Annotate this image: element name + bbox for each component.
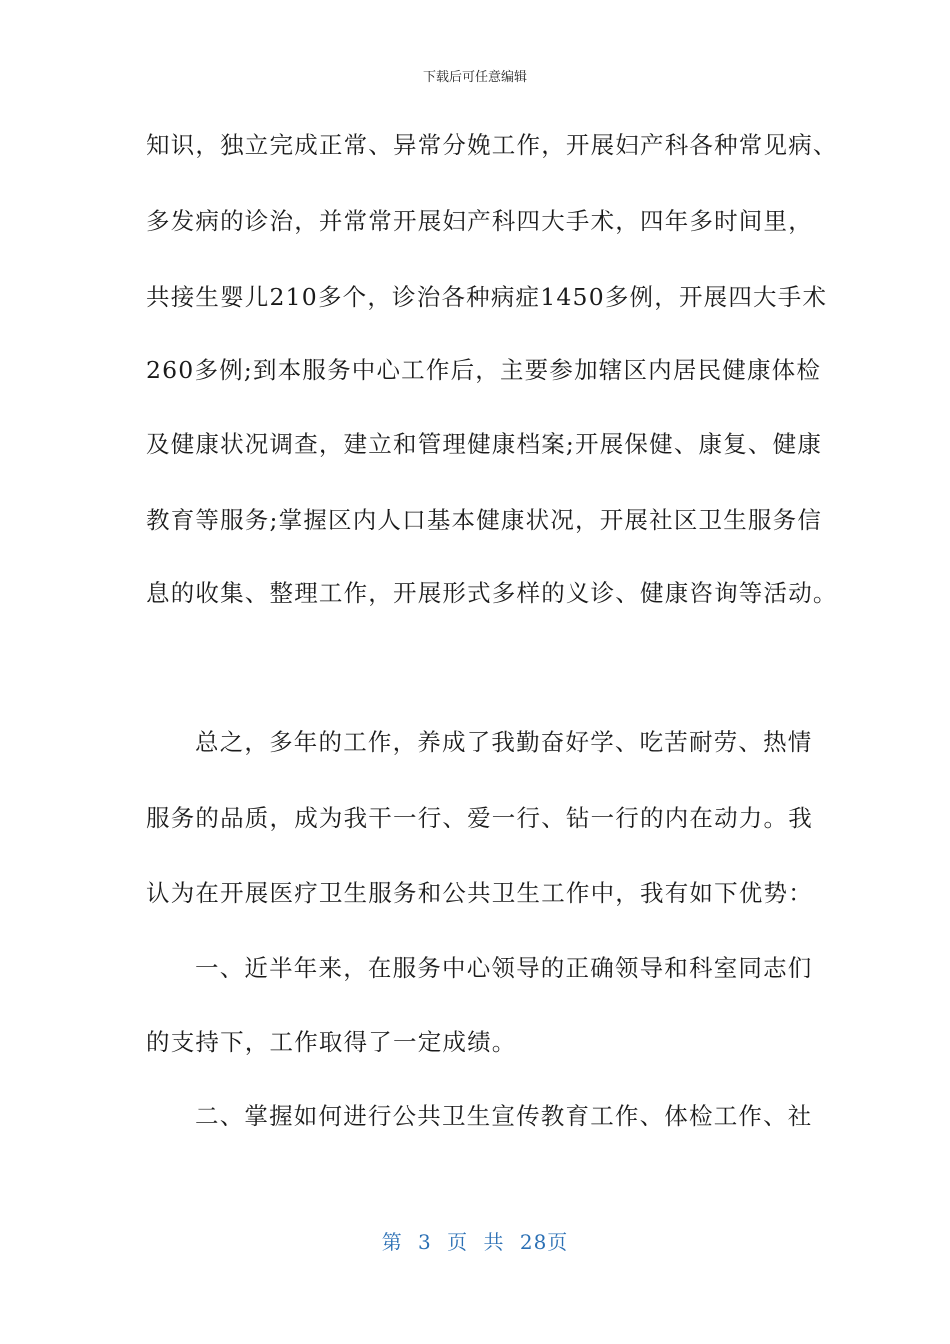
body-line: 多发病的诊治，并常常开展妇产科四大手术，四年多时间里， bbox=[146, 207, 813, 235]
body-line: 一、近半年来，在服务中心领导的正确领导和科室同志们 bbox=[195, 954, 813, 982]
body-line: 及健康状况调查，建立和管理健康档案;开展保健、康复、健康 bbox=[146, 430, 823, 458]
body-line: 教育等服务;掌握区内人口基本健康状况，开展社区卫生服务信 bbox=[146, 506, 823, 534]
header-note: 下载后可任意编辑 bbox=[422, 70, 527, 85]
body-line: 共接生婴儿210多个，诊治各种病症1450多例，开展四大手术 bbox=[146, 283, 828, 311]
body-line: 服务的品质，成为我干一行、爱一行、钻一行的内在动力。我 bbox=[146, 804, 813, 832]
page-number: 第 3 页 共 28页 bbox=[381, 1230, 569, 1254]
body-line: 的支持下，工作取得了一定成绩。 bbox=[146, 1028, 517, 1056]
body-line: 总之，多年的工作，养成了我勤奋好学、吃苦耐劳、热情 bbox=[195, 728, 813, 756]
body-line: 知识，独立完成正常、异常分娩工作，开展妇产科各种常见病、 bbox=[146, 131, 838, 159]
body-line: 260多例;到本服务中心工作后，主要参加辖区内居民健康体检 bbox=[146, 356, 822, 384]
body-line: 认为在开展医疗卫生服务和公共卫生工作中，我有如下优势： bbox=[146, 879, 813, 907]
body-line: 二、掌握如何进行公共卫生宣传教育工作、体检工作、社 bbox=[195, 1102, 813, 1130]
body-line: 息的收集、整理工作，开展形式多样的义诊、健康咨询等活动。 bbox=[146, 579, 838, 607]
